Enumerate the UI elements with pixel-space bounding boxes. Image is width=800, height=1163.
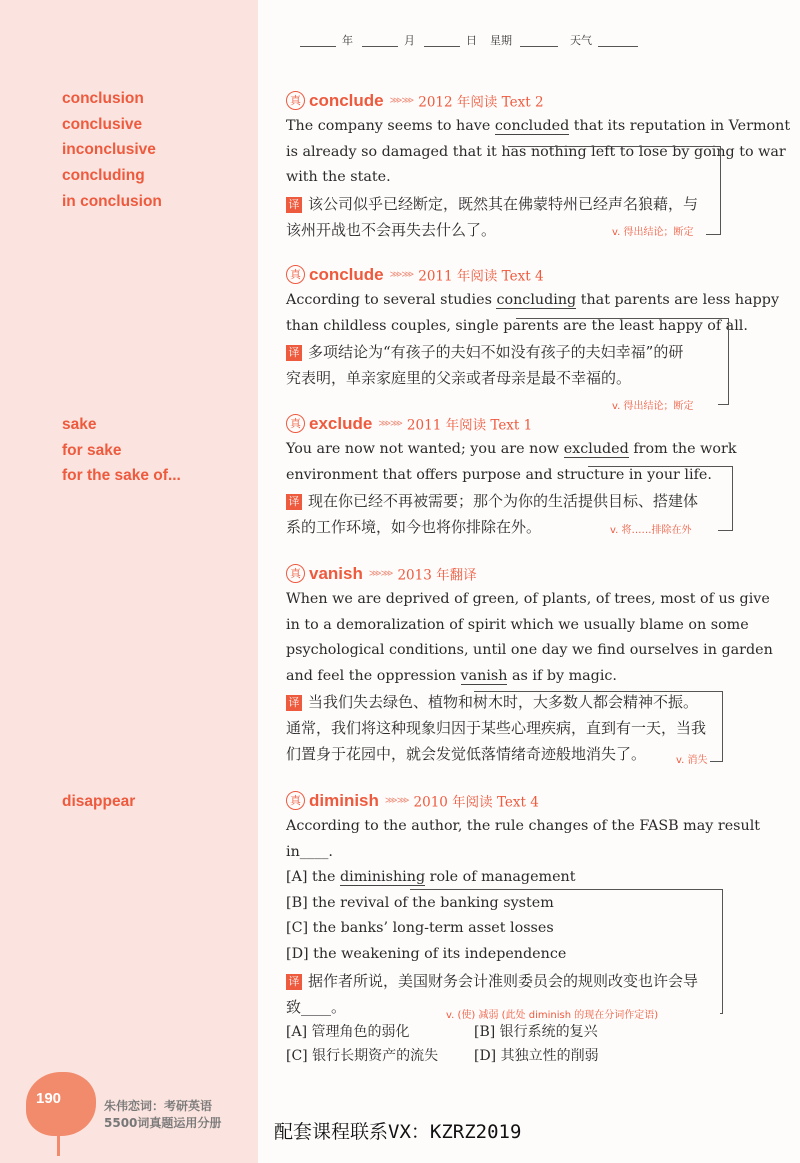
chinese-translation: 译 当我们失去绿色、植物和树木时，大多数人都会精神不振。 通常，我们将这种现象归因于某些心理疾病，直到有一天，当我 们置身于花园中，就会发觉低落情绪奇迹般地消失了。 — [286, 693, 707, 764]
bracket-end — [720, 1013, 722, 1014]
definition-note: v. 得出结论；断定 — [612, 227, 694, 238]
zhen-marker: 真 — [286, 91, 305, 110]
yi-marker: 译 — [286, 974, 302, 990]
wave-icon: ⋙⋙ — [368, 568, 393, 579]
wave-icon: ⋙⋙ — [378, 418, 402, 429]
badge-stem — [57, 1120, 60, 1156]
related-word: concluding — [62, 167, 145, 185]
related-word: disappear — [62, 793, 136, 810]
zhen-marker: 真 — [286, 564, 305, 583]
wave-icon: ⋙⋙ — [389, 95, 414, 106]
option-d: [D] the weakening of its independence — [286, 945, 567, 962]
keyword: concluding — [496, 292, 577, 308]
wave-icon: ⋙⋙ — [389, 269, 414, 280]
bracket-line — [516, 318, 729, 405]
definition-note: v. 得出结论；断定 — [612, 401, 694, 412]
keyword: diminishing — [339, 869, 426, 886]
yi-marker: 译 — [286, 494, 302, 510]
entry-title — [286, 90, 722, 114]
yi-marker: 译 — [286, 197, 302, 213]
headword: conclude — [309, 90, 384, 110]
keyword: vanish — [460, 667, 508, 684]
source-label: 2011 年阅读 Text 4 — [418, 268, 544, 285]
definition-note: v. 将……排除在外 — [610, 525, 692, 536]
option-zh-a: [A] 管理角色的弱化 — [286, 1023, 410, 1040]
source-label: 2013 年翻译 — [397, 567, 477, 584]
headword: exclude — [309, 413, 373, 433]
definition-note: v. (使) 减弱 (此处 diminish 的现在分词作定语) — [446, 1010, 659, 1021]
english-sentence: When we are deprived of green, of plants, of trees, most of us give in to a demoralization of spirit which we usually blame on some psychological conditions, until one day we find ourselves in garden and feel the oppression vanish as if by magic. — [286, 591, 773, 684]
book-title: 朱伟恋词：考研英语 5500词真题运用分册 — [104, 1099, 222, 1130]
related-word: conclusive — [62, 115, 143, 133]
option-b: [B] the revival of the banking system — [286, 894, 554, 911]
year-label: 年 — [342, 34, 353, 47]
related-word: conclusion — [62, 90, 144, 107]
bracket-line — [508, 146, 721, 235]
weather-label: 天气 — [570, 34, 592, 47]
zhen-marker: 真 — [286, 265, 305, 284]
chinese-options — [286, 1020, 722, 1068]
option-zh-c: [C] 银行长期资产的流失 — [286, 1047, 439, 1064]
month-label: 月 — [404, 34, 415, 47]
headword: conclude — [309, 264, 384, 284]
related-word: for the sake of... — [62, 467, 181, 485]
related-words-group-3 — [62, 789, 135, 815]
english-question: According to the author, the rule changes of the FASB may result in____. [A] the diminishing role of management [B] the revival of the banking system [C] the banks’ long-term asset losses [D] the weakening of its independence — [286, 814, 722, 968]
weekday-label: 星期 — [490, 34, 512, 47]
related-word: for sake — [62, 441, 122, 459]
bracket-end — [718, 530, 732, 531]
english-sentence: You are now not wanted; you are now excluded from the work environment that offers purpose and structure in your life. — [286, 441, 737, 483]
source-label: 2012 年阅读 Text 2 — [418, 94, 544, 111]
yi-marker: 译 — [286, 695, 302, 711]
bracket-end — [710, 761, 722, 762]
wave-icon: ⋙⋙ — [384, 795, 409, 806]
chinese-translation: 译 据作者所说，美国财务会计准则委员会的规则改变也许会导 致____。 — [286, 971, 699, 1016]
entry-title — [286, 413, 722, 437]
date-header — [300, 30, 660, 52]
related-word: sake — [62, 416, 97, 433]
english-sentence: According to several studies concluding that parents are less happy than childless couples, single parents are the least happy of all. — [286, 292, 780, 334]
bracket-line — [410, 889, 723, 1014]
watermark-text: 配套课程联系VX：KZRZ2019 — [274, 1121, 522, 1143]
headword: vanish — [309, 563, 363, 583]
definition-note: v. 消失 — [676, 755, 708, 766]
source-label: 2010 年阅读 Text 4 — [413, 794, 539, 811]
entry-title — [286, 790, 722, 814]
entry-title — [286, 264, 722, 288]
option-zh-b: [B] 银行系统的复兴 — [474, 1023, 598, 1040]
keyword: excluded — [563, 441, 629, 457]
zhen-marker: 真 — [286, 791, 305, 810]
related-words-group-2 — [62, 412, 181, 489]
related-words-group-1 — [62, 86, 162, 215]
chinese-translation: 译 多项结论为“有孩子的夫妇不如没有孩子的夫妇幸福”的研 究表明，单亲家庭里的父亲或者母亲是最不幸福的。 — [286, 343, 684, 388]
keyword: concluded — [494, 118, 570, 134]
chinese-translation: 译 该公司似乎已经断定，既然其在佛蒙特州已经声名狼藉，与 该州开战也不会再失去什么了。 — [286, 194, 699, 239]
yi-marker: 译 — [286, 345, 302, 361]
related-word: in conclusion — [62, 192, 162, 210]
bracket-end — [706, 234, 720, 235]
zhen-marker: 真 — [286, 414, 305, 433]
english-sentence: The company seems to have concluded that its reputation in Vermont is already so damaged that it has nothing left to lose by going to war with the state. — [286, 118, 791, 186]
option-c: [C] the banks’ long-term asset losses — [286, 920, 554, 937]
option-zh-d: [D] 其独立性的削弱 — [474, 1047, 599, 1064]
day-label: 日 — [466, 34, 477, 47]
page-number: 190 — [36, 1090, 62, 1107]
bracket-end — [718, 404, 728, 405]
chinese-translation: 译 现在你已经不再被需要；那个为你的生活提供目标、搭建体 系的工作环境，如今也将你排除在外。 — [286, 492, 699, 537]
entry-title — [286, 563, 722, 587]
source-label: 2011 年阅读 Text 1 — [406, 417, 533, 434]
headword: diminish — [309, 790, 379, 810]
related-word: inconclusive — [62, 141, 156, 159]
